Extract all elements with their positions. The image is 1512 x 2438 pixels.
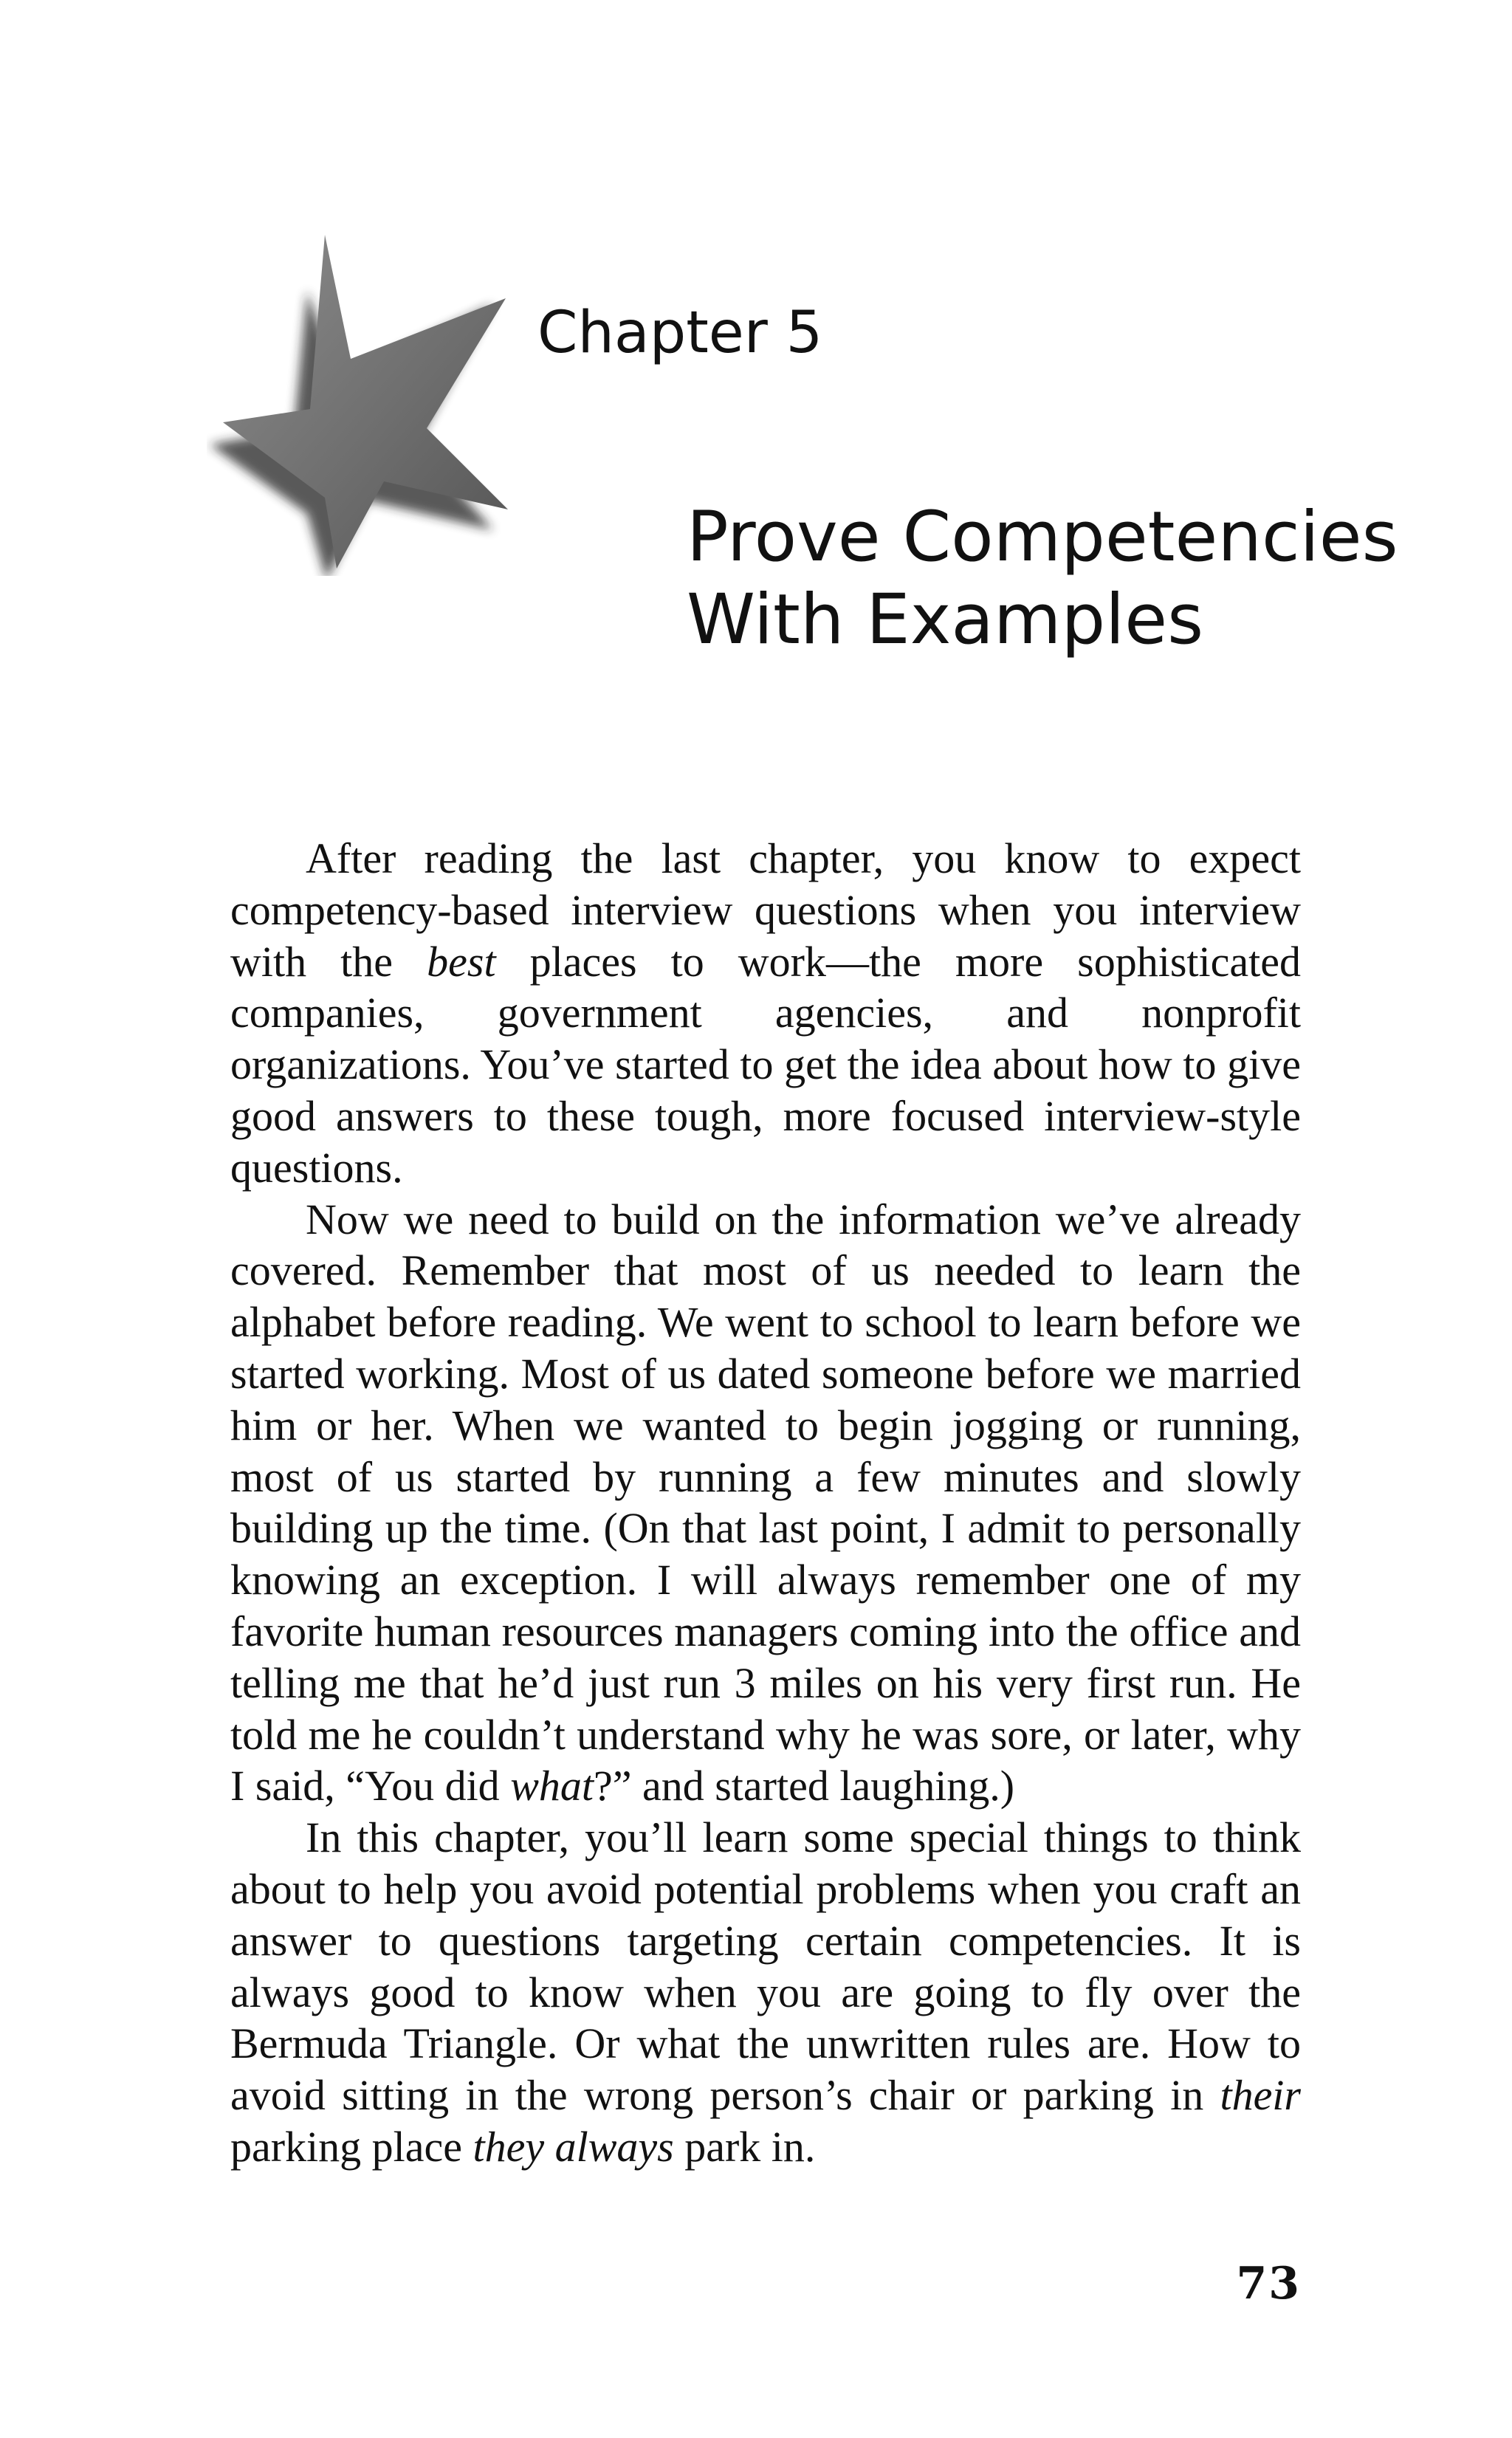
paragraph-1: After reading the last chapter, you know to expect competency-based interview questions when you interview with the best places to work—the more sophisticated companies, government agencies, and nonprofit organizations. You’ve started to get the idea about how to give good answers to these tough, more focused interview-style questions. <box>230 834 1301 1192</box>
page-number: 73 <box>1236 2258 1301 2310</box>
paragraph-3: In this chapter, you’ll learn some special things to think about to help you avoid potential problems when you craft an answer to questions targeting certain competencies. It is always good to know when you are going to fly over the Bermuda Triangle. Or what the unwritten rules are. How to avoid sitting in the wrong person’s chair or parking in their parking place they always park in. <box>230 1813 1301 2171</box>
body-text <box>230 833 1301 2173</box>
star-icon <box>207 229 517 576</box>
chapter-title-line-1: Prove Competencies <box>687 497 1398 577</box>
chapter-label: Chapter 5 <box>537 300 823 366</box>
paragraph-2: Now we need to build on the information we’ve already covered. Remember that most of us needed to learn the alphabet before reading. We went to school to learn before we started working. Most of us dated someone before we married him or her. When we wanted to begin jogging or running, most of us started by running a few minutes and slowly building up the time. (On that last point, I admit to personally knowing an exception. I will always remember one of my favorite human resources managers coming into the office and telling me that he’d just run 3 miles on his very first run. He told me he couldn’t understand why he was sore, or later, why I said, “You did what?” and started laughing.) <box>230 1195 1301 1810</box>
chapter-title-line-2: With Examples <box>687 580 1204 660</box>
chapter-title <box>687 496 1398 662</box>
